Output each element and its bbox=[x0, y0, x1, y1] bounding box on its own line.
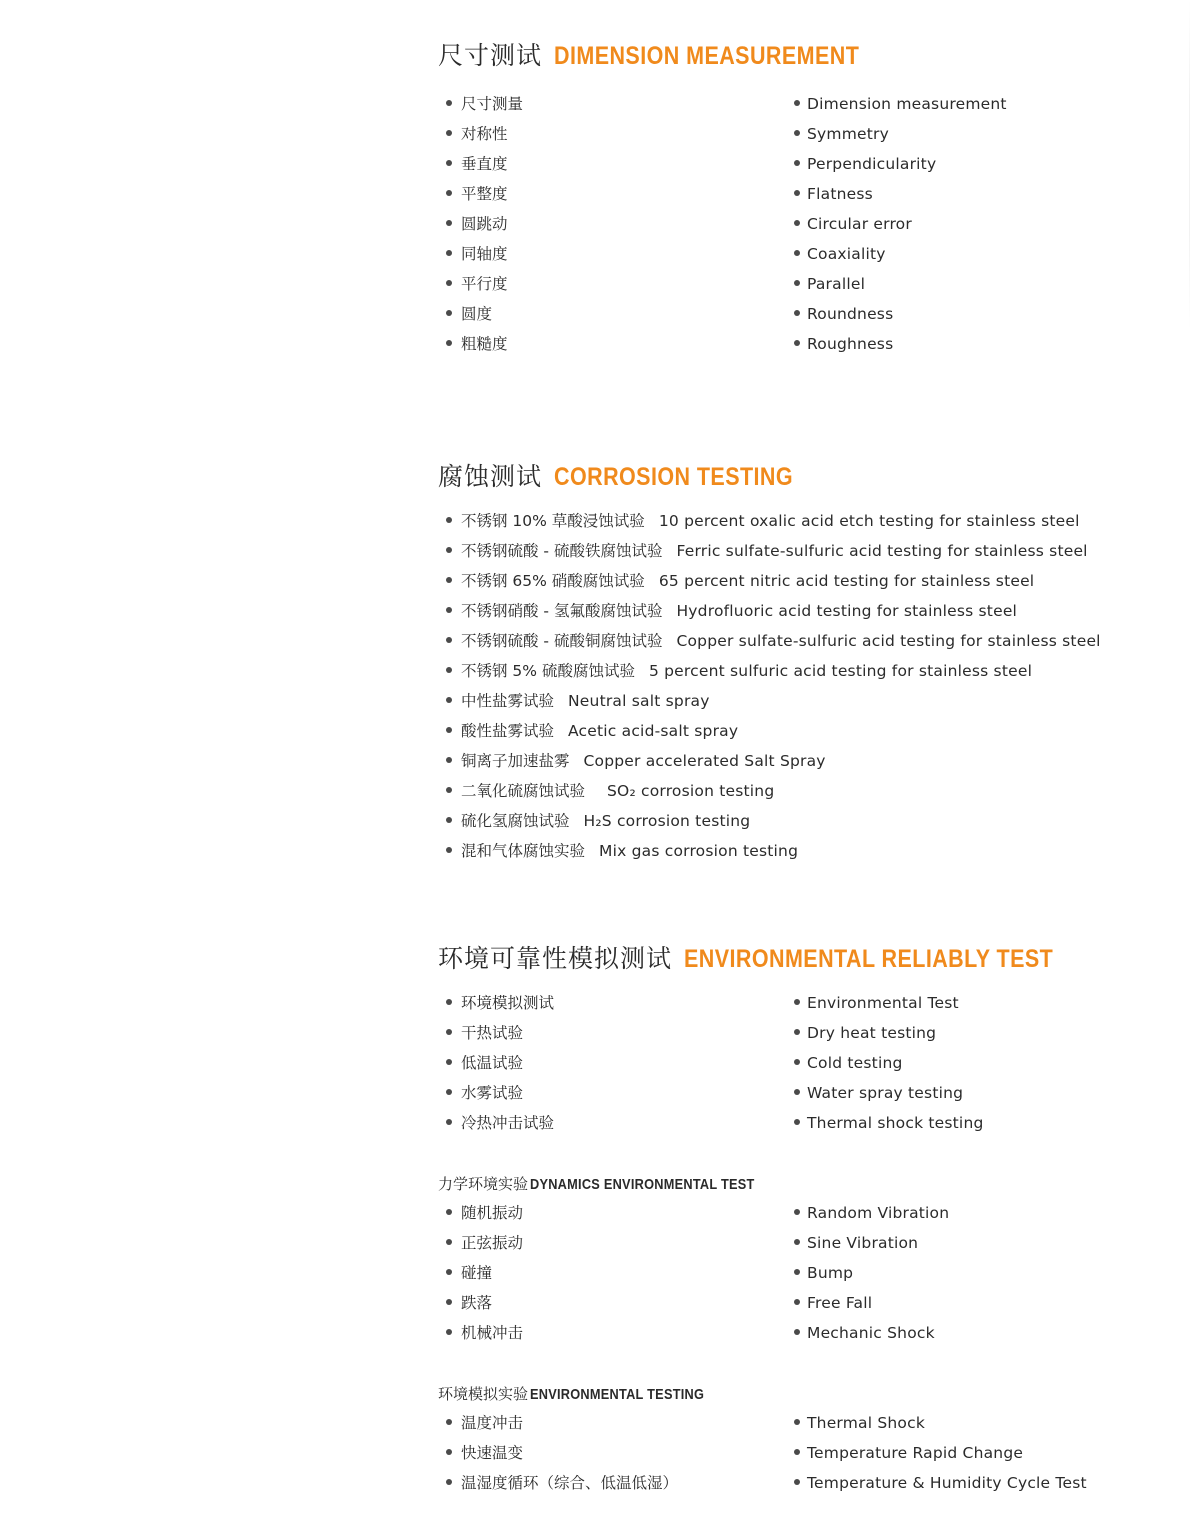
list-item bbox=[446, 1263, 492, 1283]
list-item bbox=[446, 304, 492, 324]
dynamics-title-cn: 力学环境实验 bbox=[438, 1175, 529, 1193]
list-item bbox=[794, 1263, 853, 1283]
bullet-icon bbox=[794, 280, 800, 286]
list-item bbox=[446, 94, 523, 114]
list-item-cn: 不锈钢硫酸 - 硫酸铁腐蚀试验 bbox=[461, 542, 663, 560]
list-item bbox=[446, 511, 1080, 531]
dimension-title-en: DIMENSION MEASUREMENT bbox=[554, 42, 860, 70]
list-item-text: 圆跳动 bbox=[461, 215, 508, 233]
list-item bbox=[446, 993, 554, 1013]
bullet-icon bbox=[446, 999, 452, 1005]
list-item-text: 温度冲击 bbox=[461, 1414, 524, 1432]
list-item bbox=[446, 154, 508, 174]
list-item bbox=[446, 751, 826, 771]
list-item-en: 65 percent nitric acid testing for stainless steel bbox=[658, 572, 1035, 590]
list-item-en: Acetic acid-salt spray bbox=[568, 722, 739, 740]
list-item bbox=[446, 1233, 523, 1253]
bullet-icon bbox=[446, 1239, 452, 1245]
environmental-title-en: ENVIRONMENTAL RELIABLY TEST bbox=[684, 945, 1054, 973]
list-item bbox=[446, 1323, 523, 1343]
list-item bbox=[794, 1023, 936, 1043]
list-item-text: Thermal Shock bbox=[807, 1414, 926, 1432]
list-item bbox=[446, 721, 738, 741]
bullet-icon bbox=[794, 1119, 800, 1125]
list-item-text: Mechanic Shock bbox=[807, 1324, 935, 1342]
list-item bbox=[794, 1473, 1087, 1493]
list-item-text: Coaxiality bbox=[807, 245, 886, 263]
list-item-text: 粗糙度 bbox=[461, 335, 508, 353]
list-item-text: 温湿度循环（综合、低温低湿） bbox=[461, 1474, 679, 1492]
bullet-icon bbox=[794, 1449, 800, 1455]
list-item-en: Copper sulfate-sulfuric acid testing for stainless steel bbox=[676, 632, 1101, 650]
list-item bbox=[446, 244, 508, 264]
list-item-cn: 中性盐雾试验 bbox=[461, 692, 555, 710]
list-item bbox=[446, 1203, 523, 1223]
list-item bbox=[794, 1053, 903, 1073]
list-item-text: Roundness bbox=[807, 305, 894, 323]
bullet-icon bbox=[446, 757, 452, 763]
list-item bbox=[446, 274, 508, 294]
list-item bbox=[794, 184, 873, 204]
bullet-icon bbox=[446, 250, 452, 256]
list-item-text: 随机振动 bbox=[461, 1204, 524, 1222]
list-item-text: 水雾试验 bbox=[461, 1084, 524, 1102]
bullet-icon bbox=[446, 1299, 452, 1305]
list-item-text: Free Fall bbox=[807, 1294, 873, 1312]
bullet-icon bbox=[446, 847, 452, 853]
bullet-icon bbox=[794, 999, 800, 1005]
list-item-cn: 铜离子加速盐雾 bbox=[461, 752, 570, 770]
list-item-text: Circular error bbox=[807, 215, 912, 233]
env-testing-title-cn: 环境模拟实验 bbox=[438, 1385, 529, 1403]
corrosion-title-en: CORROSION TESTING bbox=[554, 463, 794, 491]
list-item-text: Dry heat testing bbox=[807, 1024, 937, 1042]
list-item-en: 10 percent oxalic acid etch testing for stainless steel bbox=[658, 512, 1080, 530]
list-item bbox=[446, 1053, 523, 1073]
list-item-text: 尺寸测量 bbox=[461, 95, 524, 113]
list-item bbox=[446, 1413, 523, 1433]
list-item bbox=[446, 1113, 554, 1133]
list-item-text: 碰撞 bbox=[461, 1264, 493, 1282]
list-item-en: Neutral salt spray bbox=[568, 692, 710, 710]
bullet-icon bbox=[446, 1269, 452, 1275]
list-item bbox=[794, 304, 893, 324]
list-item bbox=[446, 661, 1032, 681]
bullet-icon bbox=[794, 1239, 800, 1245]
list-item-text: Parallel bbox=[807, 275, 866, 293]
list-item bbox=[794, 1443, 1023, 1463]
list-item bbox=[794, 94, 1007, 114]
list-item bbox=[446, 811, 750, 831]
dynamics-subsection-title bbox=[438, 1173, 794, 1194]
bullet-icon bbox=[794, 250, 800, 256]
env-testing-subsection-title bbox=[438, 1383, 735, 1404]
list-item bbox=[794, 1203, 949, 1223]
list-item-cn: 混和气体腐蚀实验 bbox=[461, 842, 586, 860]
environmental-section-title bbox=[438, 939, 1113, 975]
list-item bbox=[794, 154, 936, 174]
bullet-icon bbox=[446, 817, 452, 823]
env-testing-title-en: ENVIRONMENTAL TESTING bbox=[530, 1386, 705, 1403]
list-item bbox=[794, 1413, 925, 1433]
bullet-icon bbox=[794, 1269, 800, 1275]
list-item bbox=[446, 1083, 523, 1103]
corrosion-title-cn: 腐蚀测试 bbox=[438, 462, 543, 491]
bullet-icon bbox=[446, 667, 452, 673]
list-item bbox=[446, 691, 710, 711]
list-item-text: 跌落 bbox=[461, 1294, 493, 1312]
list-item-text: 正弦振动 bbox=[461, 1234, 524, 1252]
list-item bbox=[446, 214, 508, 234]
list-item-en: Mix gas corrosion testing bbox=[599, 842, 799, 860]
list-item-text: Environmental Test bbox=[807, 994, 959, 1012]
bullet-icon bbox=[794, 160, 800, 166]
list-item bbox=[446, 601, 1017, 621]
list-item-cn: 不锈钢 5% 硫酸腐蚀试验 bbox=[461, 662, 635, 680]
list-item-cn: 硫化氢腐蚀试验 bbox=[461, 812, 570, 830]
bullet-icon bbox=[446, 787, 452, 793]
list-item-text: 同轴度 bbox=[461, 245, 508, 263]
bullet-icon bbox=[794, 1419, 800, 1425]
bullet-icon bbox=[794, 190, 800, 196]
list-item-text: Bump bbox=[807, 1264, 854, 1282]
list-item-text: 平行度 bbox=[461, 275, 508, 293]
bullet-icon bbox=[446, 727, 452, 733]
list-item-cn: 不锈钢硫酸 - 硫酸铜腐蚀试验 bbox=[461, 632, 663, 650]
list-item bbox=[446, 1293, 492, 1313]
bullet-icon bbox=[446, 100, 452, 106]
bullet-icon bbox=[446, 1329, 452, 1335]
list-item-text: Cold testing bbox=[807, 1054, 903, 1072]
list-item-text: Random Vibration bbox=[807, 1204, 950, 1222]
list-item-text: 垂直度 bbox=[461, 155, 508, 173]
list-item-text: 对称性 bbox=[461, 125, 508, 143]
bullet-icon bbox=[794, 1029, 800, 1035]
bullet-icon bbox=[446, 637, 452, 643]
list-item-text: Symmetry bbox=[807, 125, 889, 143]
bullet-icon bbox=[446, 577, 452, 583]
bullet-icon bbox=[794, 100, 800, 106]
list-item bbox=[794, 1293, 872, 1313]
dimension-title-cn: 尺寸测试 bbox=[438, 41, 543, 70]
bullet-icon bbox=[794, 1059, 800, 1065]
bullet-icon bbox=[446, 130, 452, 136]
list-item-text: Roughness bbox=[807, 335, 894, 353]
bullet-icon bbox=[794, 1089, 800, 1095]
bullet-icon bbox=[794, 310, 800, 316]
list-item bbox=[794, 1113, 984, 1133]
list-item bbox=[446, 334, 508, 354]
list-item-text: 机械冲击 bbox=[461, 1324, 524, 1342]
list-item-en: 5 percent sulfuric acid testing for stainless steel bbox=[648, 662, 1033, 680]
dimension-section-title bbox=[438, 36, 909, 72]
bullet-icon bbox=[794, 340, 800, 346]
list-item-cn: 不锈钢硝酸 - 氢氟酸腐蚀试验 bbox=[461, 602, 663, 620]
bullet-icon bbox=[446, 220, 452, 226]
bullet-icon bbox=[794, 1209, 800, 1215]
bullet-icon bbox=[446, 697, 452, 703]
list-item bbox=[794, 993, 959, 1013]
bullet-icon bbox=[794, 130, 800, 136]
corrosion-section-title bbox=[438, 457, 832, 493]
bullet-icon bbox=[446, 1119, 452, 1125]
list-item-text: 环境模拟测试 bbox=[461, 994, 555, 1012]
list-item-text: 快速温变 bbox=[461, 1444, 524, 1462]
list-item bbox=[446, 541, 1088, 561]
environmental-title-cn: 环境可靠性模拟测试 bbox=[438, 944, 673, 973]
bullet-icon bbox=[446, 547, 452, 553]
dynamics-title-en: DYNAMICS ENVIRONMENTAL TEST bbox=[530, 1176, 755, 1193]
list-item bbox=[794, 1233, 918, 1253]
list-item-text: Sine Vibration bbox=[807, 1234, 919, 1252]
bullet-icon bbox=[446, 340, 452, 346]
list-item-en: H₂S corrosion testing bbox=[583, 812, 751, 830]
list-item-en: SO₂ corrosion testing bbox=[607, 782, 775, 800]
list-item bbox=[446, 631, 1101, 651]
list-item bbox=[794, 214, 912, 234]
list-item bbox=[794, 244, 886, 264]
list-item bbox=[446, 184, 508, 204]
list-item bbox=[794, 1083, 963, 1103]
list-item bbox=[446, 781, 774, 801]
list-item bbox=[794, 334, 893, 354]
list-item-text: Flatness bbox=[807, 185, 873, 203]
list-item-text: Dimension measurement bbox=[807, 95, 1007, 113]
list-item-cn: 二氧化硫腐蚀试验 bbox=[461, 782, 586, 800]
list-item-cn: 不锈钢 65% 硝酸腐蚀试验 bbox=[461, 572, 645, 590]
bullet-icon bbox=[794, 1299, 800, 1305]
bullet-icon bbox=[446, 1209, 452, 1215]
bullet-icon bbox=[446, 1479, 452, 1485]
list-item-cn: 酸性盐雾试验 bbox=[461, 722, 555, 740]
bullet-icon bbox=[446, 1059, 452, 1065]
bullet-icon bbox=[446, 310, 452, 316]
list-item-text: Water spray testing bbox=[807, 1084, 964, 1102]
list-item bbox=[446, 1443, 523, 1463]
list-item-text: 平整度 bbox=[461, 185, 508, 203]
bullet-icon bbox=[446, 280, 452, 286]
list-item bbox=[446, 1473, 678, 1493]
list-item-text: 干热试验 bbox=[461, 1024, 524, 1042]
list-item bbox=[446, 1023, 523, 1043]
list-item-cn: 不锈钢 10% 草酸浸蚀试验 bbox=[461, 512, 645, 530]
list-item-text: 圆度 bbox=[461, 305, 493, 323]
bullet-icon bbox=[446, 160, 452, 166]
list-item-text: Perpendicularity bbox=[807, 155, 937, 173]
bullet-icon bbox=[446, 607, 452, 613]
list-item bbox=[794, 1323, 935, 1343]
bullet-icon bbox=[446, 1029, 452, 1035]
bullet-icon bbox=[446, 1449, 452, 1455]
list-item-en: Hydrofluoric acid testing for stainless steel bbox=[676, 602, 1018, 620]
list-item-text: Thermal shock testing bbox=[807, 1114, 984, 1132]
bullet-icon bbox=[794, 1329, 800, 1335]
bullet-icon bbox=[446, 1419, 452, 1425]
list-item-en: Copper accelerated Salt Spray bbox=[583, 752, 826, 770]
list-item bbox=[446, 124, 508, 144]
list-item bbox=[446, 571, 1034, 591]
bullet-icon bbox=[446, 1089, 452, 1095]
bullet-icon bbox=[794, 1479, 800, 1485]
list-item-text: 冷热冲击试验 bbox=[461, 1114, 555, 1132]
list-item bbox=[446, 841, 798, 861]
list-item-text: Temperature Rapid Change bbox=[807, 1444, 1024, 1462]
bullet-icon bbox=[446, 190, 452, 196]
bullet-icon bbox=[446, 517, 452, 523]
list-item-text: 低温试验 bbox=[461, 1054, 524, 1072]
list-item bbox=[794, 124, 889, 144]
list-item-text: Temperature & Humidity Cycle Test bbox=[807, 1474, 1087, 1492]
bullet-icon bbox=[794, 220, 800, 226]
list-item-en: Ferric sulfate-sulfuric acid testing for stainless steel bbox=[676, 542, 1088, 560]
list-item bbox=[794, 274, 865, 294]
